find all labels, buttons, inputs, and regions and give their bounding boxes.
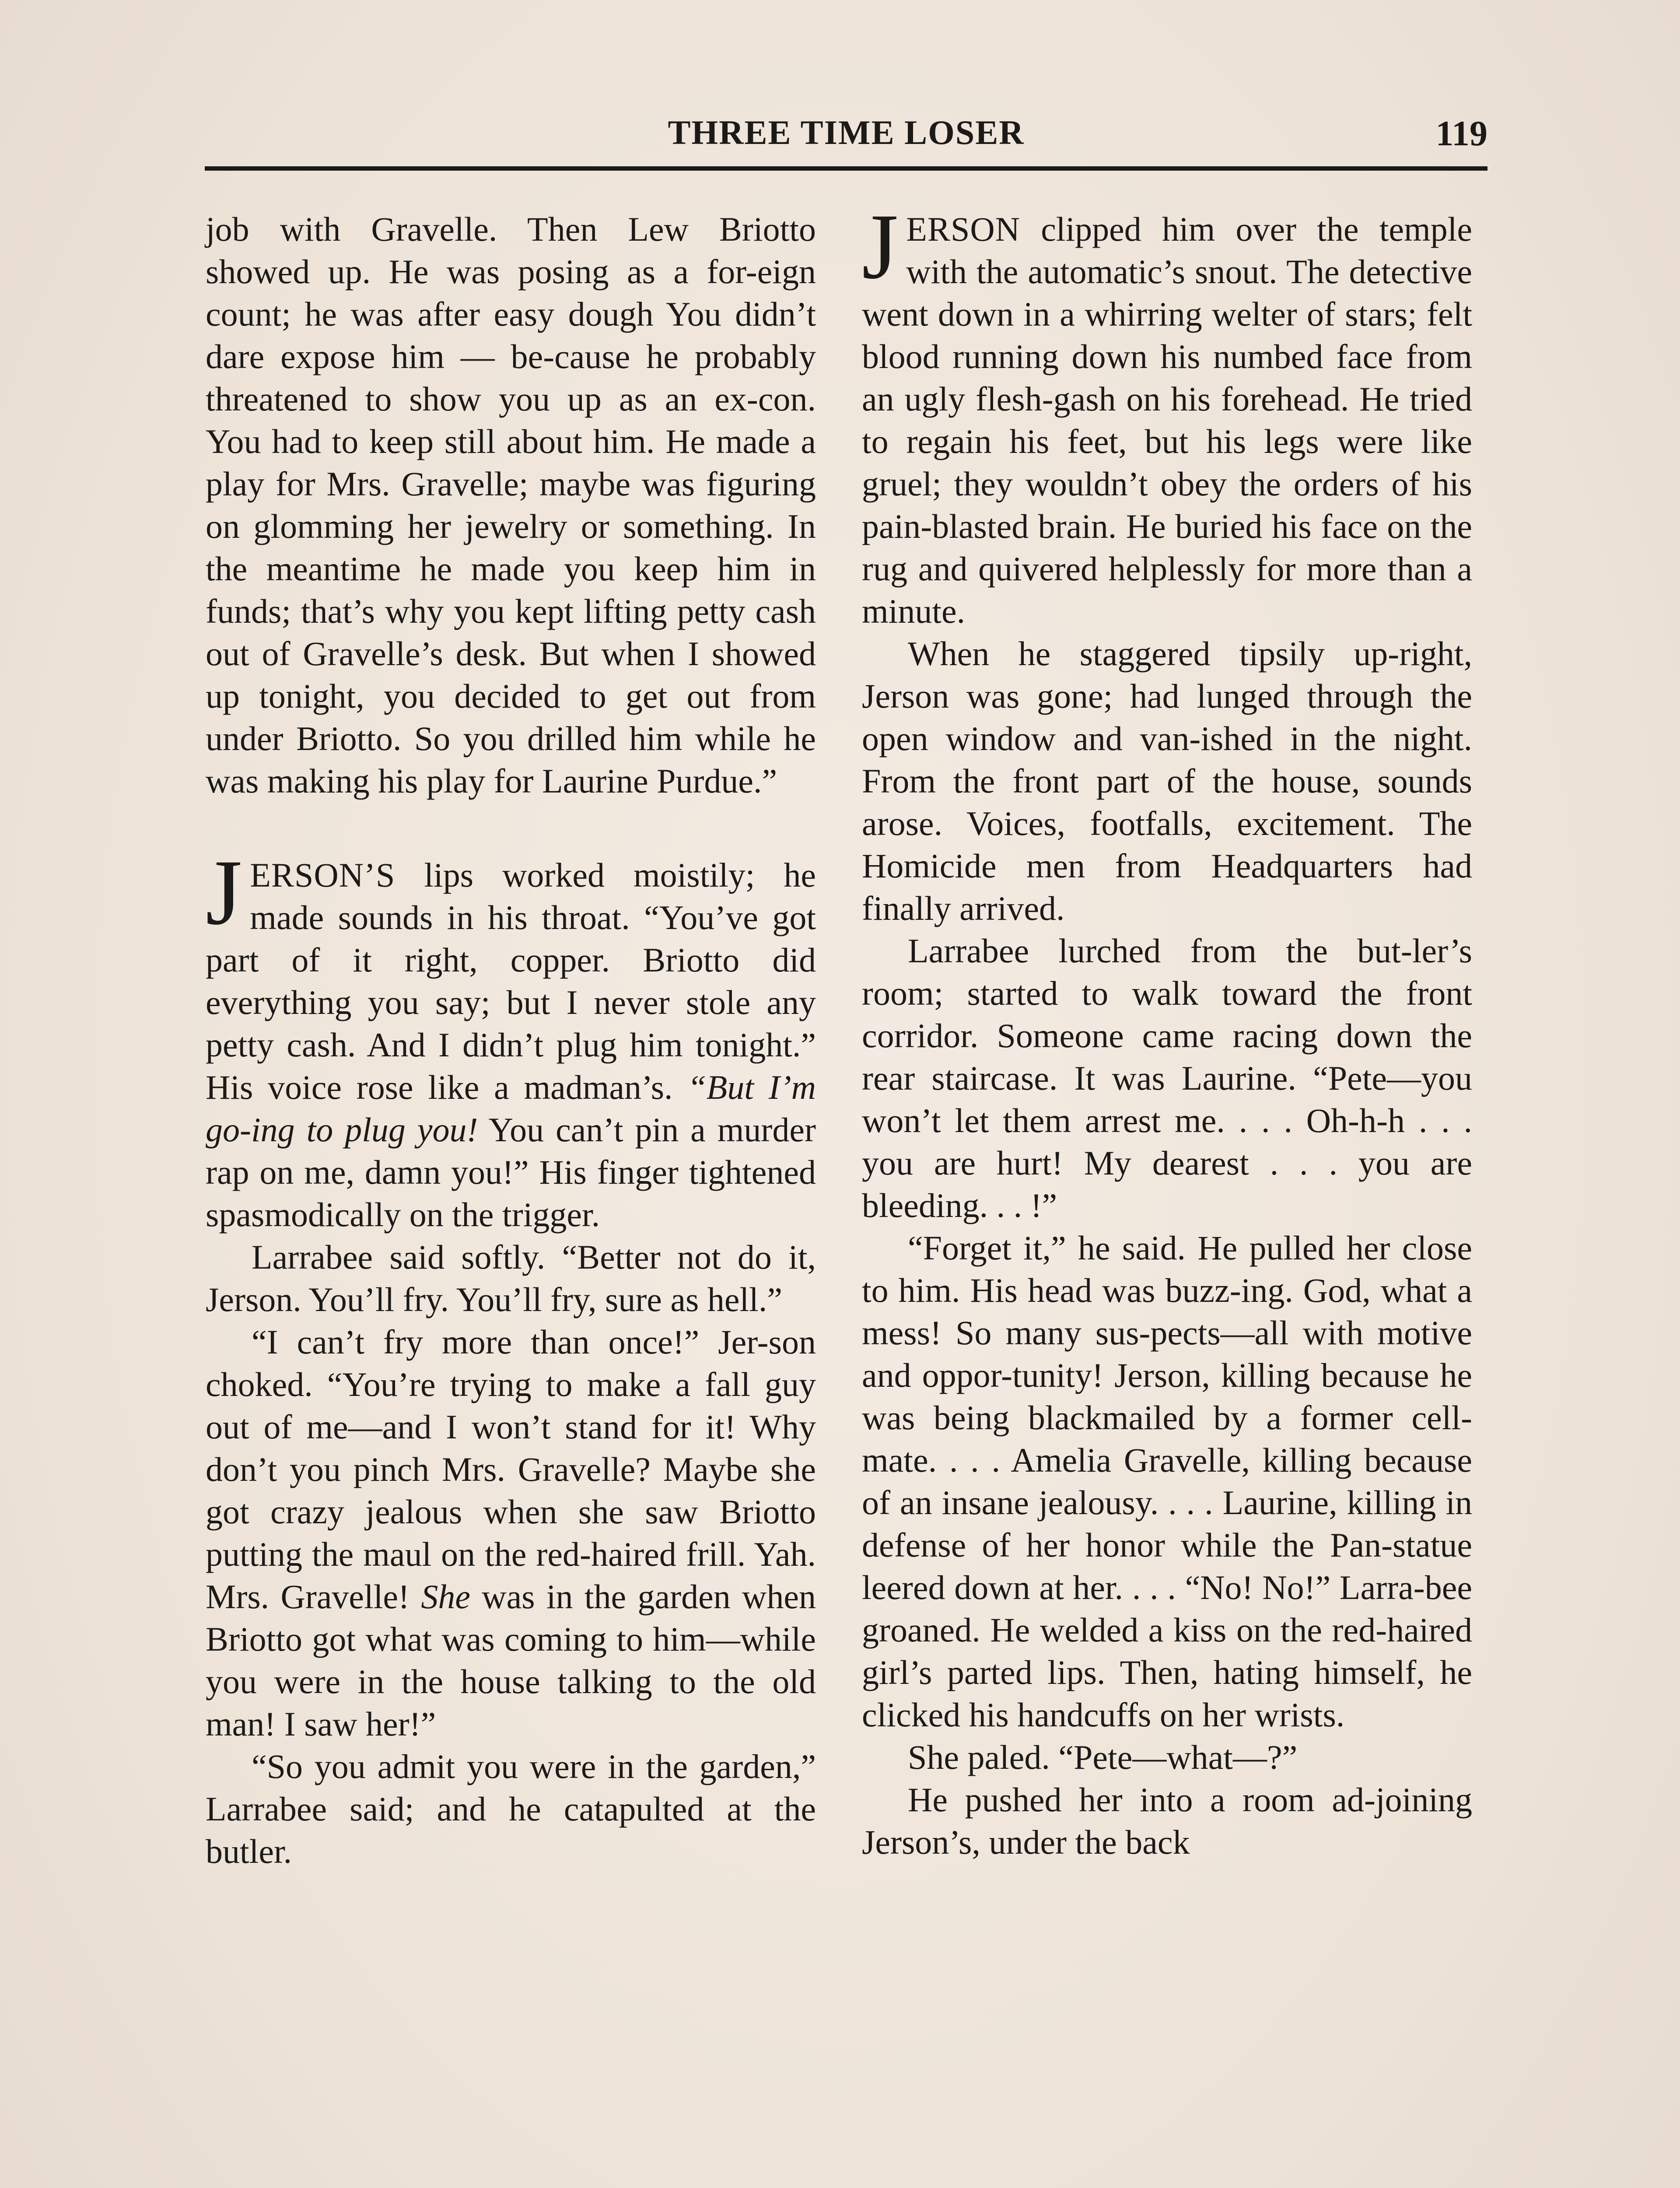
paragraph <box>206 841 816 1236</box>
paragraph <box>862 195 1472 632</box>
paragraph <box>206 1321 816 1745</box>
paragraph-text: was in the garden when Briotto got what was coming to him—while you were in the house talking to the old man! I saw her!” <box>206 1578 816 1743</box>
page-header <box>205 113 1488 161</box>
left-column <box>206 208 816 1872</box>
running-title: THREE TIME LOSER <box>668 113 1025 151</box>
header-rule <box>205 166 1488 171</box>
drop-cap: J <box>862 195 899 298</box>
paragraph-text: “I can’t fry more than once!” Jer-son choked. “You’re trying to make a fall guy out of me—and I won’t stand for it! Why don’t you pinch Mrs. Gravelle? Maybe she got crazy jealous when she saw Briotto putting the maul on the red-haired frill. Yah. Mrs. Gravelle! <box>206 1323 816 1616</box>
paragraph: She paled. “Pete—what—?” <box>908 1738 1298 1776</box>
small-caps-lead: ERSON <box>906 210 1020 248</box>
italic-text: She <box>421 1578 470 1616</box>
page-number: 119 <box>1435 113 1488 153</box>
paragraph: Larrabee said softly. “Better not do it, Jerson. You’ll fry. You’ll fry, sure as hell.” <box>206 1238 816 1318</box>
right-column <box>862 195 1472 1863</box>
paragraph: “So you admit you were in the garden,” Larrabee said; and he catapulted at the butler. <box>206 1747 816 1870</box>
italic-text: “But I’m go-ing to plug you! <box>206 1068 816 1149</box>
paragraph: Larrabee lurched from the but-ler’s room; started to walk toward the front corridor. Someone came racing down the rear staircase. It was Laurine. “Pete—you won’t let them arrest me. . . . Oh-h-h . . . you are hurt! My dearest . . . you are bleeding. . . !” <box>862 932 1472 1224</box>
small-caps-lead: ERSON’S <box>250 856 396 894</box>
drop-cap: J <box>206 841 242 944</box>
paragraph-text: You can’t pin a murder rap on me, damn you!” His finger tightened spasmodically on the trigger. <box>206 1111 816 1234</box>
paragraph: job with Gravelle. Then Lew Briotto showed up. He was posing as a for-eign count; he was after easy dough You didn’t dare expose him — be-cause he probably threatened to show you up as an ex-con. You had to keep still about him. He made a play for Mrs. Gravelle; maybe was figuring on glomming her jewelry or something. In the meantime he made you keep him in funds; that’s why you kept lifting petty cash out of Gravelle’s desk. But when I showed up tonight, you decided to get out from under Briotto. So you drilled him while he was making his play for Laurine Purdue.” <box>206 210 816 800</box>
paragraph-text: clipped him over the temple with the automatic’s snout. The detective went down in a whirring welter of stars; felt blood running down his numbed face from an ugly flesh-gash on his forehead. He tried to regain his feet, but his legs were like gruel; they wouldn’t obey the orders of his pain-blasted brain. He buried his face on the rug and quivered helplessly for more than a minute. <box>862 210 1472 630</box>
paragraph: When he staggered tipsily up-right, Jerson was gone; had lunged through the open window and van-ished in the night. From the front part of the house, sounds arose. Voices, footfalls, excitement. The Homicide men from Headquarters had finally arrived. <box>862 635 1472 927</box>
paragraph: “Forget it,” he said. He pulled her close to him. His head was buzz-ing. God, what a mess! So many sus-pects—all with motive and oppor-tunity! Jerson, killing because he was being blackmailed by a former cell-mate. . . . Amelia Gravelle, killing because of an insane jealousy. . . . Laurine, killing in defense of her honor while the Pan-statue leered down at her. . . . “No! No!” Larra-bee groaned. He welded a kiss on the red-haired girl’s parted lips. Then, hating himself, he clicked his handcuffs on her wrists. <box>862 1229 1472 1734</box>
paragraph: He pushed her into a room ad-joining Jerson’s, under the back <box>862 1781 1472 1861</box>
paragraph-text: lips worked moistily; he made sounds in his throat. “You’ve got part of it right, copper. Briotto did everything you say; but I never stole any petty cash. And I didn’t plug him tonight.” His voice rose like a madman’s. <box>206 856 816 1106</box>
